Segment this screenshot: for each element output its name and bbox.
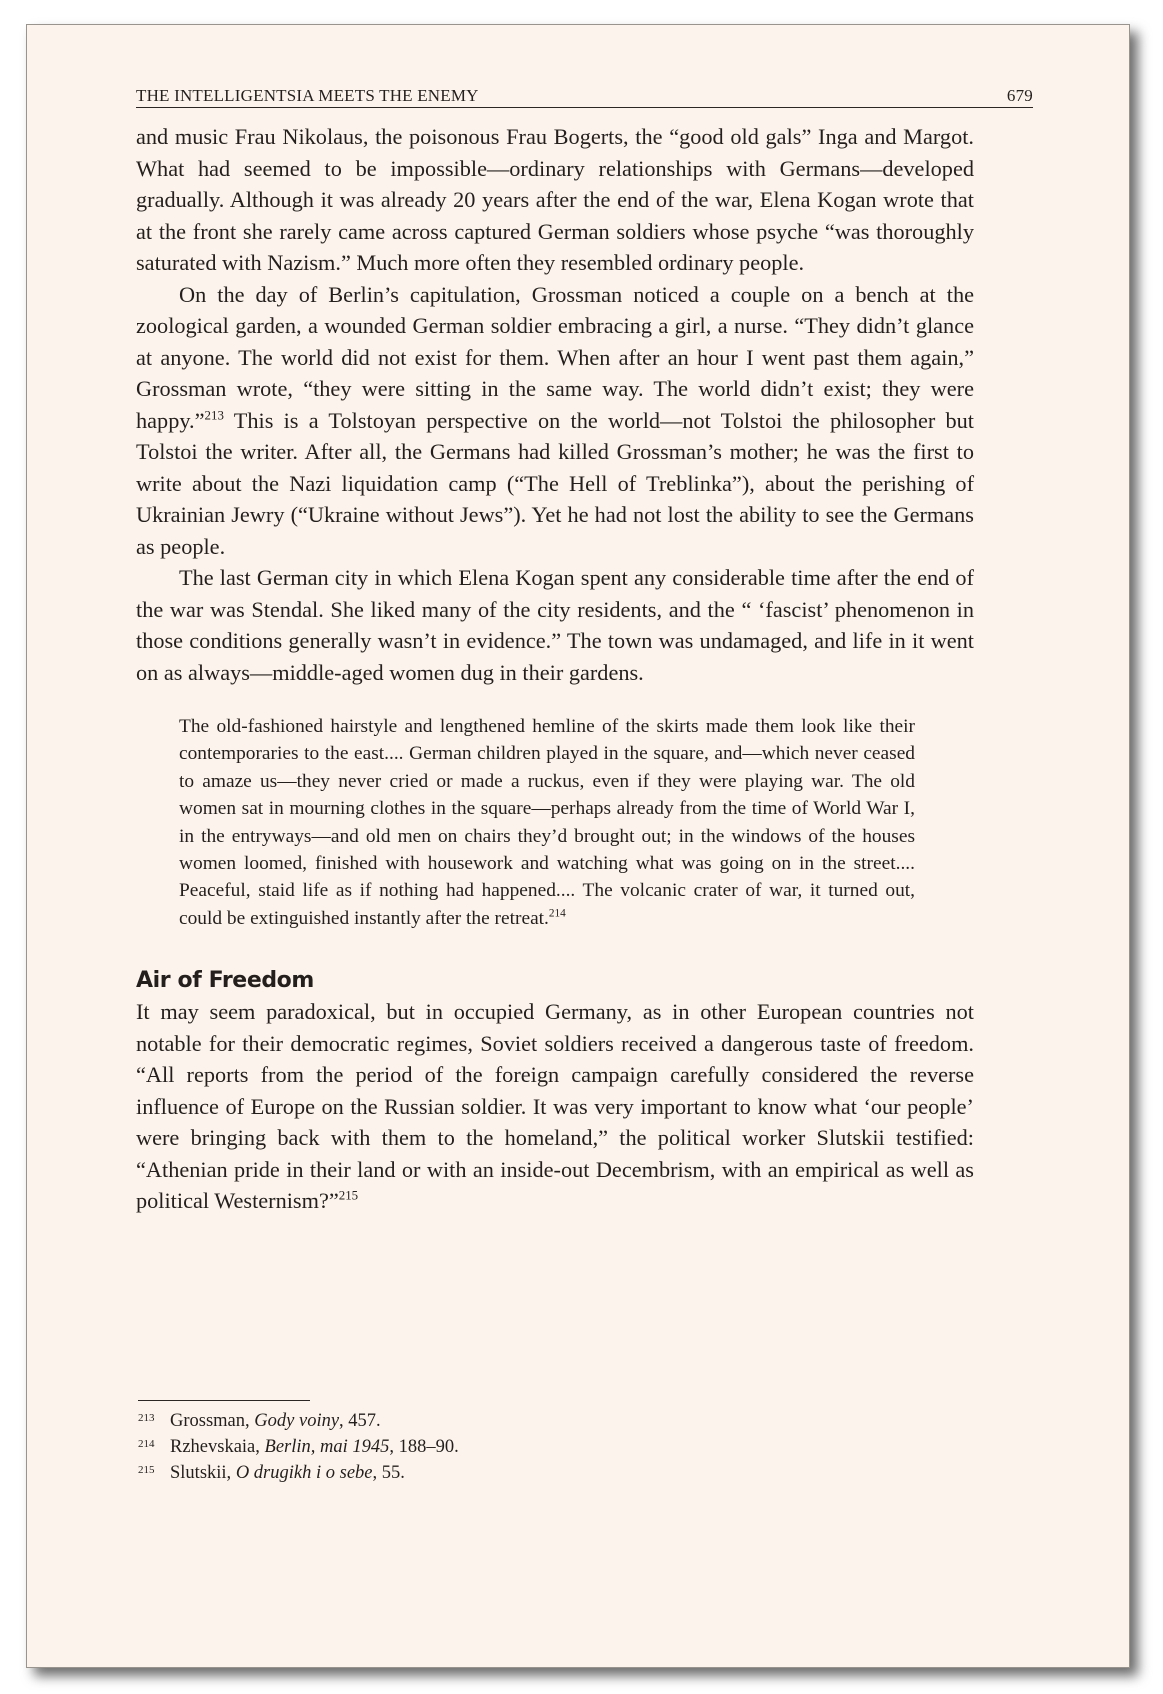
- footnote: [138, 1460, 459, 1486]
- paragraph: [136, 996, 974, 1217]
- footnote-rule: [138, 1400, 310, 1401]
- paragraph: and music Frau Nikolaus, the poisonous Frau Bogerts, the “good old gals” Inga and Margot. What had seemed to be impossible—ordinary relationships with Germans—developed gradually. Although it was already 20 years after the end of the war, Elena Kogan wrote that at the front she rarely came across captured German soldiers whose psyche “was thoroughly saturated with Nazism.” Much more often they resembled ordinary people.: [136, 124, 974, 275]
- quote-text: The old-fashioned hairstyle and lengthened hemline of the skirts made them look like their contemporaries to the east.... German children played in the square, and—which never ceased to amaze us—they never cried or made a ruckus, even if they were playing war. The old women sat in mourning clothes in the square—perhaps already from the time of World War I, in the entryways—and old men on chairs they’d brought out; in the windows of the houses women loomed, finished with housework and watching what was going on in the street.... Peaceful, staid life as if nothing had happened.... The volcanic crater of war, it turned out, could be extinguished instantly after the retreat.: [179, 716, 915, 929]
- paragraph-text: On the day of Berlin’s capitulation, Grossman noticed a couple on a bench at the zoological garden, a wounded German soldier embracing a girl, a nurse. “They didn’t glance at anyone. The world did not exist for them. When after an hour I went past them again,” Grossman wrote, “they were sitting in the same way. The world didn’t exist; they were happy.”: [136, 281, 974, 433]
- footnote-text: Rzhevskaia, Berlin, mai 1945, 188–90.: [170, 1437, 459, 1457]
- paragraph-text: This is a Tolstoyan perspective on the world—not Tolstoi the philosopher but Tolstoi the writer. After all, the Germans had killed Grossman’s mother; he was the first to write about the Nazi liquidation camp (“The Hell of Treblinka”), about the perishing of Ukrainian Jewry (“Ukraine without Jews”). Yet he had not lost the ability to see the Germans as people.: [136, 407, 974, 559]
- chapter-title: THE INTELLIGENTSIA MEETS THE ENEMY: [136, 86, 479, 105]
- section-heading: Air of Freedom: [136, 968, 314, 994]
- footnote-text: Slutskii, O drugikh i o sebe, 55.: [170, 1463, 405, 1483]
- footnote-number: 214: [138, 1438, 155, 1450]
- footnote-ref[interactable]: 215: [338, 1187, 359, 1203]
- footnote: [138, 1434, 459, 1460]
- footnotes: [138, 1408, 459, 1486]
- paragraph: The last German city in which Elena Kogan spent any considerable time after the end of the war was Stendal. She liked many of the city residents, and the “ ‘fascist’ phenomenon in those conditions generally wasn’t in evidence.” The town was undamaged, and life in it went on as always—middle-aged women dug in their gardens.: [136, 565, 974, 685]
- footnote-ref[interactable]: 213: [204, 407, 224, 423]
- main-text: [136, 121, 974, 1217]
- footnote-number: 213: [138, 1412, 155, 1424]
- running-head: [136, 86, 1033, 108]
- paragraph: [136, 279, 974, 563]
- footnote-text: Grossman, Gody voiny, 457.: [170, 1411, 381, 1431]
- footnote-number: 215: [138, 1464, 155, 1476]
- footnote-ref[interactable]: 214: [548, 907, 566, 920]
- footnote: [138, 1408, 459, 1434]
- paragraph-text: It may seem paradoxical, but in occupied Germany, as in other European countries not notable for their democratic regimes, Soviet soldiers received a dangerous taste of freedom. “All reports from the period of the foreign campaign carefully considered the reverse influence of Europe on the Russian soldier. It was very important to know what ‘our people’ were bringing back with them to the homeland,” the political worker Slutskii testified: “Athenian pride in their land or with an inside-out Decembrism, with an empirical as well as political Westernism?”: [136, 999, 974, 1214]
- block-quote: [179, 713, 915, 932]
- page-number: 679: [1006, 86, 1033, 105]
